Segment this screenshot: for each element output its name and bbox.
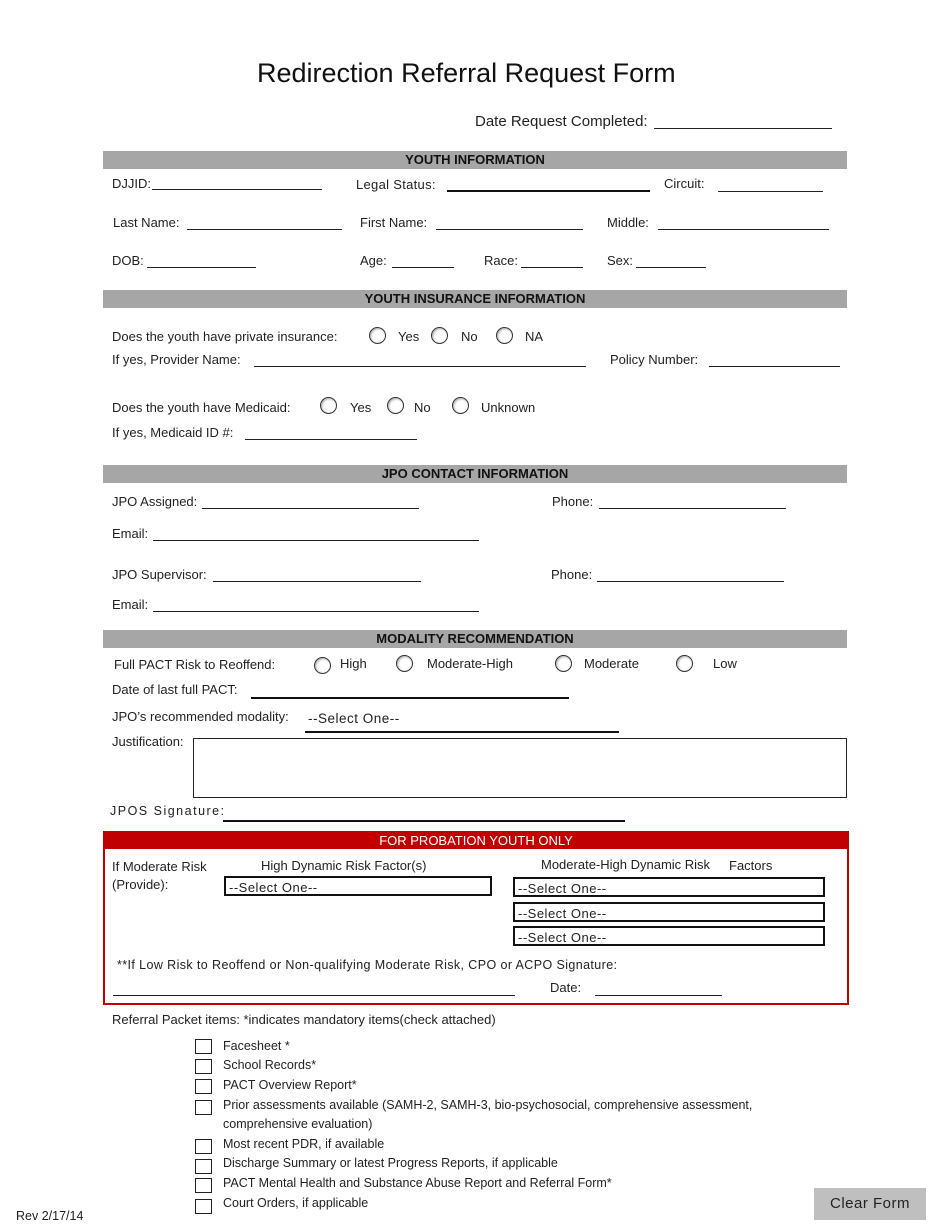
justification-label: Justification: [112,734,184,749]
risk-low-radio[interactable] [676,655,693,672]
page-title: Redirection Referral Request Form [257,58,676,88]
last-name-field[interactable] [187,229,342,230]
private-yes-radio[interactable] [369,327,386,344]
mod-high-factors-label: Moderate-High Dynamic Risk [541,857,711,872]
prior-assessments-checkbox[interactable] [195,1100,212,1115]
factors-label: Factors [729,858,773,873]
packet-item: PACT Mental Health and Substance Abuse Report and Referral Form* [223,1176,612,1190]
provide-label: (Provide): [112,877,169,892]
jpo-assigned-label: JPO Assigned: [112,494,198,509]
medicaid-id-field[interactable] [245,439,417,440]
medicaid-no-radio[interactable] [387,397,404,414]
justification-textarea[interactable] [193,738,847,798]
risk-moderate-high-radio[interactable] [396,655,413,672]
packet-item: Court Orders, if applicable [223,1196,369,1210]
risk-high-radio[interactable] [314,657,331,674]
packet-item: Facesheet * [223,1039,290,1053]
discharge-summary-checkbox[interactable] [195,1159,212,1174]
circuit-label: Circuit: [664,176,705,191]
first-name-field[interactable] [436,229,583,230]
supervisor-phone-field[interactable] [597,581,784,582]
revision-label: Rev 2/17/14 [16,1209,84,1223]
jpo-phone-field[interactable] [599,508,786,509]
medicaid-question: Does the youth have Medicaid: [112,400,291,415]
medicaid-no-label: No [414,400,431,415]
cpo-date-field[interactable] [595,995,722,996]
age-field[interactable] [392,267,454,268]
medicaid-id-label: If yes, Medicaid ID #: [112,425,234,440]
jpo-phone-label: Phone: [552,494,594,509]
jpo-assigned-field[interactable] [202,508,419,509]
sex-label: Sex: [607,253,634,268]
packet-item-continued: comprehensive evaluation) [223,1117,373,1131]
risk-high-label: High [340,656,367,671]
medicaid-unknown-label: Unknown [481,400,536,415]
jpo-supervisor-field[interactable] [213,581,421,582]
high-factors-label: High Dynamic Risk Factor(s) [261,858,427,873]
court-orders-checkbox[interactable] [195,1199,212,1214]
private-na-label: NA [525,329,544,344]
circuit-field[interactable] [718,191,823,192]
facesheet-checkbox[interactable] [195,1039,212,1054]
recommended-modality-label: JPO’s recommended modality: [112,709,289,724]
jpo-email-field[interactable] [153,540,479,541]
youth-information-header: YOUTH INFORMATION [103,151,847,169]
mod-high-factor-select-3[interactable]: --Select One-- [513,926,825,946]
supervisor-phone-label: Phone: [551,567,593,582]
dob-label: DOB: [112,253,144,268]
if-moderate-label: If Moderate Risk [112,859,207,874]
risk-moderate-label: Moderate [584,656,639,671]
packet-item: Discharge Summary or latest Progress Reports, if applicable [223,1156,558,1170]
low-risk-note: **If Low Risk to Reoffend or Non-qualifying Moderate Risk, CPO or ACPO Signature: [117,958,618,972]
pact-mental-health-checkbox[interactable] [195,1178,212,1193]
legal-status-label: Legal Status: [356,177,436,192]
pact-overview-checkbox[interactable] [195,1079,212,1094]
school-records-checkbox[interactable] [195,1059,212,1074]
supervisor-email-field[interactable] [153,611,479,612]
high-factor-select[interactable]: --Select One-- [224,876,492,896]
risk-moderate-high-label: Moderate-High [427,656,513,671]
mod-high-factor-select-1[interactable]: --Select One-- [513,877,825,897]
djjid-field[interactable] [152,189,322,190]
packet-item: Prior assessments available (SAMH-2, SAMH-3, bio-psychosocial, comprehensive assessment, [223,1098,753,1112]
jpo-email-label: Email: [112,526,149,541]
date-request-field[interactable] [654,128,832,129]
sex-field[interactable] [636,267,706,268]
djjid-label: DJJID: [112,176,151,191]
mod-high-factor-select-2[interactable]: --Select One-- [513,902,825,922]
private-na-radio[interactable] [496,327,513,344]
policy-number-field[interactable] [709,366,840,367]
recent-pdr-checkbox[interactable] [195,1139,212,1154]
middle-field[interactable] [658,229,829,230]
jpos-signature-field[interactable] [223,820,625,822]
private-no-radio[interactable] [431,327,448,344]
provider-name-label: If yes, Provider Name: [112,352,241,367]
middle-label: Middle: [607,215,649,230]
last-pact-label: Date of last full PACT: [112,682,238,697]
dob-field[interactable] [147,267,256,268]
private-no-label: No [461,329,478,344]
race-label: Race: [484,253,518,268]
first-name-label: First Name: [360,215,428,230]
modality-select[interactable]: --Select One-- [305,711,619,733]
medicaid-yes-label: Yes [350,400,372,415]
cpo-date-label: Date: [550,980,582,995]
private-yes-label: Yes [398,329,420,344]
date-request-label: Date Request Completed: [475,113,648,130]
risk-low-label: Low [713,656,737,671]
medicaid-unknown-radio[interactable] [452,397,469,414]
packet-item: PACT Overview Report* [223,1078,357,1092]
insurance-header: YOUTH INSURANCE INFORMATION [103,290,847,308]
medicaid-yes-radio[interactable] [320,397,337,414]
private-insurance-question: Does the youth have private insurance: [112,329,338,344]
last-pact-field[interactable] [251,697,569,699]
supervisor-email-label: Email: [112,597,149,612]
risk-moderate-radio[interactable] [555,655,572,672]
age-label: Age: [360,253,387,268]
provider-name-field[interactable] [254,366,586,367]
modality-header: MODALITY RECOMMENDATION [103,630,847,648]
cpo-signature-field[interactable] [113,995,515,996]
jpos-signature-label: JPOS Signature: [110,804,226,818]
probation-header: FOR PROBATION YOUTH ONLY [103,831,849,849]
referral-packet-label: Referral Packet items: *indicates mandatory items(check attached) [112,1012,496,1027]
clear-form-button[interactable]: Clear Form [814,1188,926,1220]
policy-number-label: Policy Number: [610,352,699,367]
jpo-supervisor-label: JPO Supervisor: [112,567,207,582]
packet-item: School Records* [223,1058,317,1072]
legal-status-field[interactable] [447,190,650,192]
race-field[interactable] [521,267,583,268]
packet-item: Most recent PDR, if available [223,1137,385,1151]
pact-risk-label: Full PACT Risk to Reoffend: [114,657,276,672]
last-name-label: Last Name: [113,215,180,230]
jpo-header: JPO CONTACT INFORMATION [103,465,847,483]
